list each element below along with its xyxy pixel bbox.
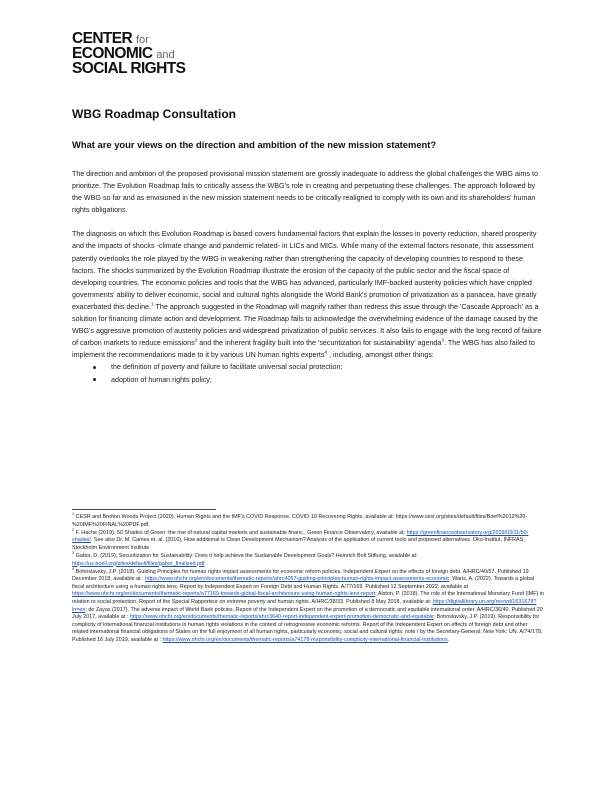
footnote-ref-3[interactable]: 3 [441,338,445,344]
bullet-icon [93,378,96,381]
document-body [72,168,542,386]
footnote-4: $^4$ Bohoslavsky, J.P. (2018). Guiding Principles for human rights impact assessments for economic reform policies. Independent Expert on the effects of foreign debt. A/HRC/40/57. Published 19 December 2018, available at : https://www.ohchr.org/en/documents/thematic-reports/ahrc4057-guiding-principles-human-rights-impact-assessments-economic; Waris, A. (2022). Towards a global fiscal architecture using a human rights lens. Report by Independent Expert on Foreign Debt and Human Rights. A/77/169. Published 12 September 2022, available at https://www.ohchr.org/en/documents/thematic-reports/a77169-towards-global-fiscal-architecture-using-human-rights-lens-report; Alston, P. (2018). The role of the International Monetary Fund (IMF) in relation to social protection. Report of the Special Rapporteur on extreme poverty and human rights. A/HRC/38/33. Published 8 May 2018, available at: https://digitallibrary.un.org/record/1631678?ln=en; de Zayas (2017). The adverse impact of World Bank policies. Report of the Independent Expert on the promotion of a democratic and equitable international order. A/HRC/36/40. Published 20 July 2017, available at : https://www.ohchr.org/en/documents/thematic-reports/ahrc3640-report-independent-expert-promotion-democratic-and-equitable; Bohoslavsky, J.P. (2019). Responsibility for complicity of international financial institutions in human rights violations in the context of retrogressive economic reforms. Report of the Independent Expert on effects of foreign debt and other related international financial obligations of States on the full enjoyment of all human rights, particularly economic, social and cultural rights: note / by the Secretary-General. New York: UN. A/74/178. Published 16 July 2019, available at : https://www.ohchr.org/en/documents/thematic-reports/a74178-responsibility-complicity-international-financial-institutions. [72,566,545,643]
footnote-4-link-3[interactable]: https://digitallibrary.un.org/record/1631678?ln=en [72,599,537,613]
list-item: the definition of poverty and failure to facilitate universal social protection; [72,361,542,373]
footnote-4-link-4[interactable]: https://www.ohchr.org/en/documents/thematic-reports/ahrc3640-report-independent-expert-promotion-democratic-and-equitable [129,614,434,621]
footnote-3-link[interactable]: https://us.boell.org/sites/default/files/gabor_finalized.pdf [72,560,205,567]
logo-line-3: SOCIAL RIGHTS [72,60,186,77]
footnote-3: $^3$ Gabor, D. (2019), Securitization for Sustainability: Does it help achieve the Sustainable Development Goals? Heinrich Boll Stiftung, available at: https://us.boell.org/sites/default/files/gabor_finalized.pdf. [72,551,418,567]
logo-line-2: ECONOMIC and [72,45,175,62]
footnotes [72,514,544,645]
list-item: adoption of human rights policy; [72,374,542,386]
logo-line-1: CENTER for [72,30,149,47]
footnote-1: $^1$ CESR and Bretton Woods Project (2020). Human Rights and the IMF's COVID Response, COVID-19 Recovering Rights, available at: https://www.cesr.org/sites/default/files/Brief%2012%20-%20IMF%20FINAL%20PDF.pdf. [72,512,528,528]
footnote-2: $^2$ F. Hache (2019). 50 Shades of Green: the rise of natural capital markets and sustainable financ., Green Finance Observatory, available at: https://greenfinanceobservatory.org/2019/03/11/50-shades/. See also Dr. M. Cames et. al. (2016), How additional is Clean Development Mechanism? Analysis of the application of current tools and proposed alternatives. Oko-Institut, INFRAS, Stockholm Environment Institute. [72,527,529,551]
footnote-4-link-2[interactable]: https://www.ohchr.org/en/documents/thematic-reports/a77169-towards-global-fiscal-architecture-using-human-rights-lens-report [72,591,376,598]
footnote-ref-1[interactable]: 1 [151,302,154,308]
footnote-separator [72,509,216,510]
footnote-2-link[interactable]: https://greenfinanceobservatory.org/2019/03/11/50-shades/ [72,529,529,544]
footnote-4-link-1[interactable]: https://www.ohchr.org/en/documents/thematic-reports/ahrc4057-guiding-principles-human-rights-impact-assessments-economic [145,576,450,583]
document-title: WBG Roadmap Consultation [72,107,236,121]
paragraph-2: The diagnosis on which this Evolution Roadmap is based covers fundamental factors that explain the losses in poverty reduction, shared prosperity and the impacts of shocks -climate change and pandemic related- in LICs and MICs. While many of the external factors resonate, this assessment patently overlooks the role played by the WBG in weakening rather than strengthening the capacity of developing countries to respond to these factors. The shocks summarized by the Evolution Roadmap illustrate the erosion of the capacity of the public sector and the fiscal space of developing countries. The economic policies and tools that the WBG has advanced, particularly IMF-backed austerity policies which have crippled governments' ability to deliver economic, social and cultural rights alongside the World Bank's promotion of privatization as a panacea, have greatly exacerbated this decline.$^1$ The approach suggested in the Roadmap will magnify rather than redress this issue through the 'Cascade Approach' as a solution for financing climate action and development. The Roadmap fails to acknowledge the overwhelming evidence of the damage caused by the WBG's aggressive promotion of austerity policies and widespread privatization of public services. It also fails to engage with the long record of failure of carbon markets to reduce emissions$^2$ and the inherent fragility built into the 'securitization for sustainability' agenda$^3$. The WBG has also failed to implement the recommendations made to it by various UN human rights experts$^4$ , including, amongst other things: [72,230,542,360]
cesr-logo [72,32,185,75]
consultation-question: What are your views on the direction and ambition of the new mission statement? [72,139,437,150]
bullet-icon [93,366,96,369]
footnote-ref-2[interactable]: 2 [194,338,198,344]
paragraph-1: The direction and ambition of the proposed provisional mission statement are grossly inadequate to address the global challenges the WBG aims to prioritize. The Evolution Roadmap fails to critically assess the WBG's role in creating and perpetuating these challenges. The approach followed by the WBG so far and as envisioned in the new mission statement needs to be critically realigned to comply with its own and its shareholders' human rights obligations. [72,170,538,215]
recommendations-list [72,361,542,385]
footnote-ref-4[interactable]: 4 [324,350,328,356]
footnote-4-link-5[interactable]: https://www.ohchr.org/en/documents/thematic-reports/a74178-responsibility-complicity-international-financial-institutions [162,637,448,643]
